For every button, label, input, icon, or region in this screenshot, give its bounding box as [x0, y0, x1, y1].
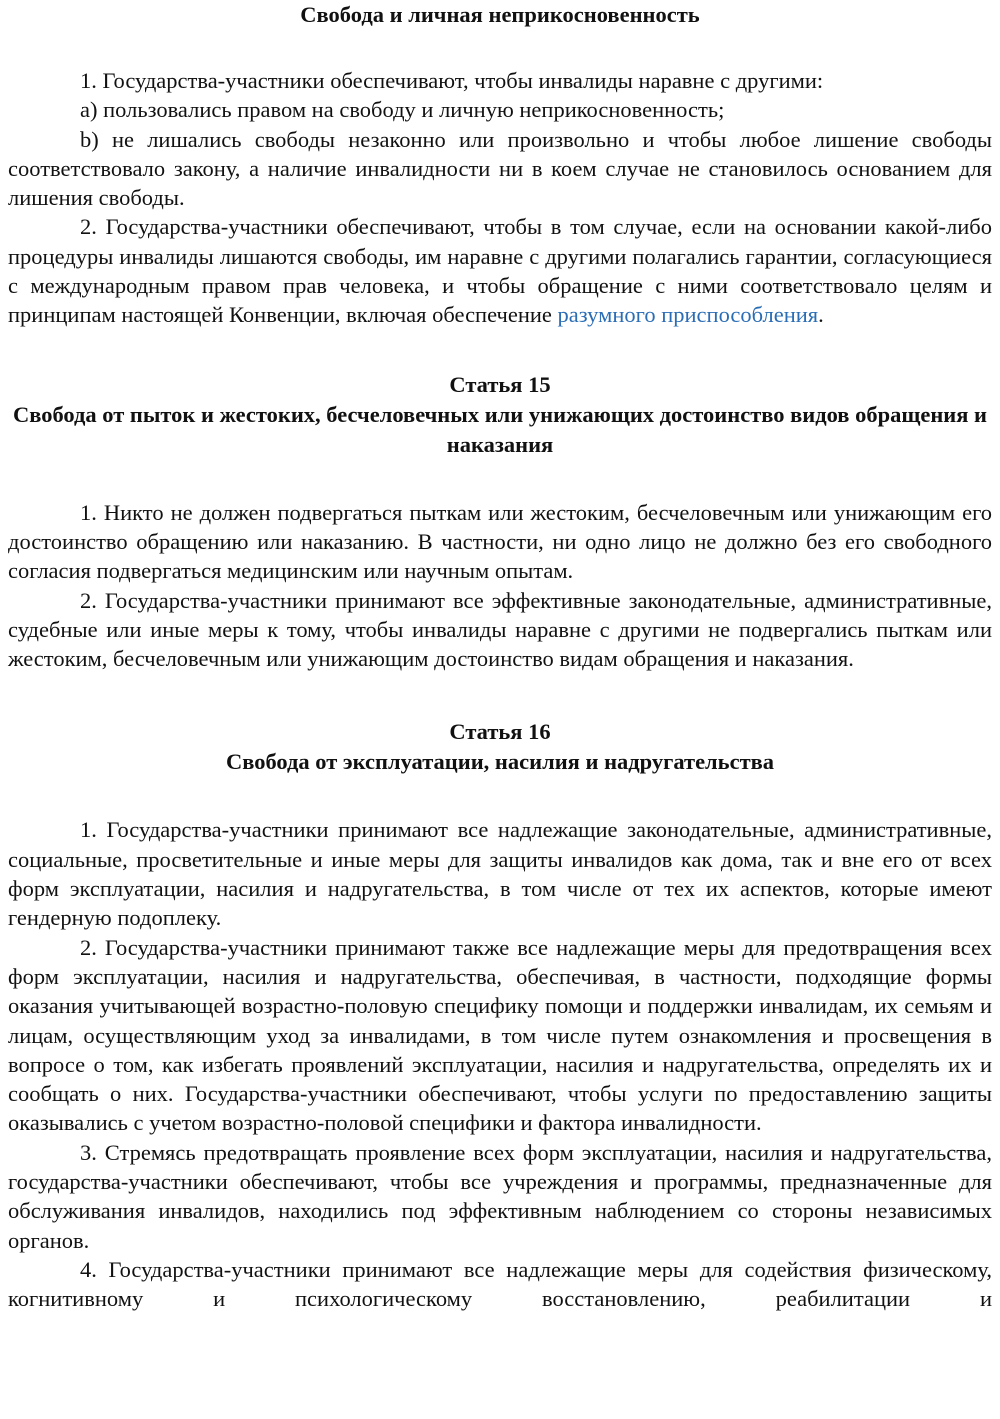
- paragraph: b) не лишались свободы незаконно или произвольно и чтобы любое лишение свободы соответствовало закону, а наличие инвалидности ни в коем случае не становилось основанием для лишения свободы.: [8, 126, 992, 211]
- spacer: [8, 777, 992, 815]
- spacer: [8, 673, 992, 717]
- spacer: [8, 460, 992, 498]
- paragraph: 2. Государства-участники принимают все эффективные законодательные, административные, судебные или иные меры к тому, чтобы инвалиды наравне с другими не подвергались пыткам или жестоким, бесчеловечным или унижающим достоинство видам обращения и наказания.: [8, 587, 992, 672]
- paragraph: 1. Государства-участники принимают все надлежащие законодательные, административные, социальные, просветительные и иные меры для защиты инвалидов как дома, так и вне его от всех форм эксплуатации, насилия и надругательства, в том числе от тех их аспектов, которые имеют гендерную подоплеку.: [8, 817, 992, 931]
- article-title: Свобода от пыток и жестоких, бесчеловечных или унижающих достоинство видов обращения и наказания: [12, 401, 988, 457]
- article-15-heading: [8, 370, 992, 460]
- paragraph: 4. Государства-участники принимают все надлежащие меры для содействия физическому, когнитивному и психологическому восстановлению, реабилитации и: [8, 1256, 992, 1312]
- section-heading: Свобода и личная неприкосновенность: [300, 2, 700, 27]
- reasonable-accommodation-link[interactable]: разумного приспособления: [557, 302, 819, 328]
- paragraph-text: 2. Государства-участники обеспечивают, чтобы в том случае, если на основании какой-либо процедуры инвалиды лишаются свободы, им наравне с другими полагались гарантии, согласующиеся с международным правом прав человека, и чтобы обращение с ними соответствовало целям и принципам настоящей Конвенции, включая обеспечение: [8, 214, 992, 328]
- article-number: Статья 16: [449, 719, 551, 745]
- spacer: [8, 30, 992, 66]
- paragraph-trailing: .: [818, 302, 824, 328]
- paragraph-with-link: [8, 212, 992, 329]
- paragraph: a) пользовались правом на свободу и личную неприкосновенность;: [80, 97, 725, 123]
- paragraph: 1. Никто не должен подвергаться пыткам или жестоким, бесчеловечным или унижающим его достоинство обращению или наказанию. В частности, ни одно лицо не должно без его свободного согласия подвергаться медицинским или научным опытам.: [8, 499, 992, 584]
- paragraph: 1. Государства-участники обеспечивают, чтобы инвалиды наравне с другими:: [80, 68, 824, 93]
- article-16-heading: [8, 717, 992, 777]
- paragraph: 3. Стремясь предотвращать проявление всех форм эксплуатации, насилия и надругательства, государства-участники обеспечивают, чтобы все учреждения и программы, предназначенные для обслуживания инвалидов, находились под эффективным наблюдением со стороны независимых органов.: [8, 1139, 992, 1253]
- document-page: [8, 0, 992, 1314]
- section-heading-block: [8, 0, 992, 30]
- article-title: Свобода от эксплуатации, насилия и надругательства: [225, 749, 775, 775]
- spacer: [8, 330, 992, 370]
- paragraph: 2. Государства-участники принимают также все надлежащие меры для предотвращения всех форм эксплуатации, насилия и надругательства, обеспечивая, в частности, подходящие формы оказания учитывающей возрастно-половую специфику помощи и поддержки инвалидам, их семьям и лицам, осуществляющим уход за инвалидами, в том числе путем ознакомления и просвещения в вопросе о том, как избегать проявлений эксплуатации, насилия и надругательства, определять их и сообщать о них. Государства-участники обеспечивают, чтобы услуги по предоставлению защиты оказывались с учетом возрастно-половой специфики и фактора инвалидности.: [8, 934, 992, 1136]
- article-number: Статья 15: [449, 371, 551, 397]
